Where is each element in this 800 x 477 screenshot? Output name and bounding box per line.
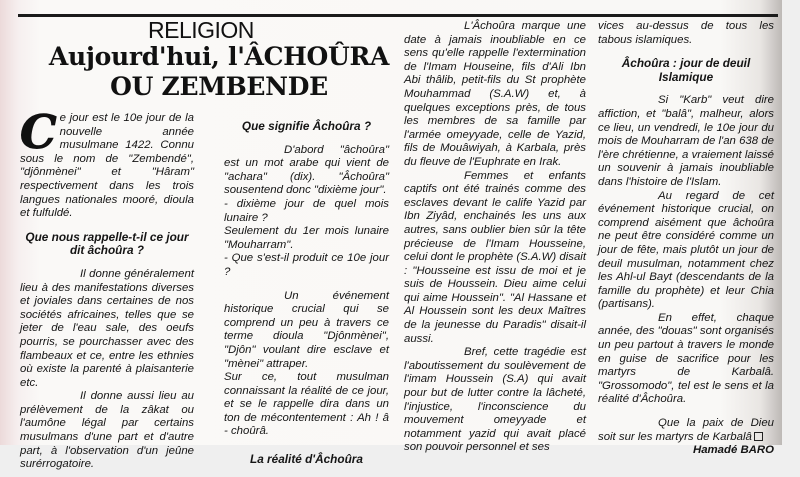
column-2: [224, 120, 389, 477]
intro-paragraph: Ce jour est le 10e jour de la nouvelle année musulmane 1422. Connu sous le nom de "Zembendé", "djônmènei" et "Hâram" respectivement dans les trois langues nationales mooré, dioula et fulfuldé.: [20, 105, 194, 220]
paragraph: Femmes et enfants captifs ont été trainés comme des esclaves devant le calife Yazid par Ibn Ziyâd, enchainés les uns aux autres, sans oublier bien sûr la tête précieuse de l'Imam Housseine, celui dont le prophète (S.A.W) disait : "Housseine est issu de moi et je suis de Houssein. Dieu aime celui qui aime Houssein". "Al Hassane et Al Houssein sont les deux Maîtres de la jeunesse du Paradis" disait-il aussi.: [404, 169, 586, 345]
column-1: [20, 105, 194, 472]
paragraph: Seulement du 1er mois lunaire "Mouharram".: [224, 225, 389, 251]
drop-cap: C: [20, 105, 57, 159]
closing-paragraph: Que la paix de Dieu soit sur les martyrs de Karbalâ: [598, 417, 774, 443]
paragraph: Il donne aussi lieu au prélèvement de la zâkat ou l'aumône légal par certains musulmans d'une part et d'autre part, à l'observation d'un jeûne surérrogatoire.: [20, 390, 194, 471]
paragraph: Bref, cette tragédie est l'aboutissement du soulèvement de l'imam Houssein (S.A) qui avait pour but de lutter contre la lâcheté, l'injustice, l'inconscience du mouvement omeyyade et notamment yazid qui avait placé son pouvoir personnel et ses: [404, 346, 586, 454]
paragraph: - Que s'est-il produit ce 10e jour ?: [224, 252, 389, 278]
subhead-signifie: Que signifie Âchoûra ?: [241, 119, 372, 133]
paragraph: En effet, chaque année, des "douas" sont organisés un peu partout à travers le monde en guise de sacrifice pour les martyrs de Karbalâ. "Grossomodo", tel est le sens et la réalité d'Âchoûra.: [598, 311, 774, 406]
subhead-deuil: Âchoûra : jour de deuil Islamique: [621, 56, 751, 84]
section-label: RELIGION: [148, 17, 254, 43]
paragraph: D'abord "âchoûra" est un mot arabe qui vient de "achara" (dix). "Âchoûra" sousentend donc "dixième jour".: [224, 143, 389, 197]
paragraph: Un événement historique crucial qui se comprend un peu à travers ce terme dioula "Djônmènei", "Djôn" voulant dire esclave et "mènei" attraper.: [224, 289, 389, 370]
headline-line-2: OU ZEMBENDE: [110, 72, 328, 101]
column-4: [598, 20, 774, 458]
subhead-rappel: Que nous rappelle-t-il ce jour dit âchoûra ?: [25, 229, 189, 258]
paragraph: - dixième jour de quel mois lunaire ?: [224, 197, 389, 224]
paragraph: Au regard de cet événement historique crucial, on comprend aisément que âchoûra ne peut être considéré comme un jour de fête, mais plutôt un jour de deuil musulman, notamment chez les Ahl-ul Bayt (descendants de la famille du prophète) et leur Chia (partisans).: [598, 189, 774, 311]
paragraph: Sur ce, tout musulman connaissant la réalité de ce jour, et se le rappelle dira dans un ton de mécontentement : Ah ! â - choûrâ.: [224, 371, 389, 438]
author-byline: Hamadé BARO: [692, 444, 774, 457]
subhead-realite: La réalité d'Âchoûra: [250, 452, 363, 467]
paragraph: vices au-dessus de tous les tabous islamiques.: [598, 20, 774, 46]
end-mark-icon: [754, 432, 763, 441]
top-rule: [18, 14, 778, 17]
paragraph: L'Âchoûra marque une date à jamais inoubliable en ce sens qu'elle rappelle l'extermination de l'Imam Houseine, fils d'Ali Ibn Abi thâlib, petit-fils du St prophète Mouhammad (S.A.W) et, à quelques exceptions près, de tous les membres de sa famille par l'armée omeyyade, celle de Yazid, fils de Mouâwiyah, à Karbala, près du fleuve de l'Euphrate en Irak.: [404, 20, 586, 168]
paragraph: Il donne généralement lieu à des manifestations diverses et joviales dans certaines de nos sociétés africaines, telles que se jeter de l'eau sale, des oeufs pourris, se pourchasser avec des flambeaux et ce, entre les ethnies où existe la parenté à plaisanterie etc.: [20, 267, 194, 389]
headline: [14, 42, 424, 102]
headline-line-1: Aujourd'hui, l'ÂCHOÛRA: [48, 42, 390, 71]
paragraph: Si "Karb" veut dire affiction, et "balâ", malheur, alors ce lieu, un vendredi, le 10e jour du mois de Mouharram de l'an 638 de l'ère chrétienne, a vraiement laissé un souvenir à jamais inoubliable dans l'histoire de l'Islam.: [598, 94, 774, 188]
column-3: [404, 20, 586, 455]
